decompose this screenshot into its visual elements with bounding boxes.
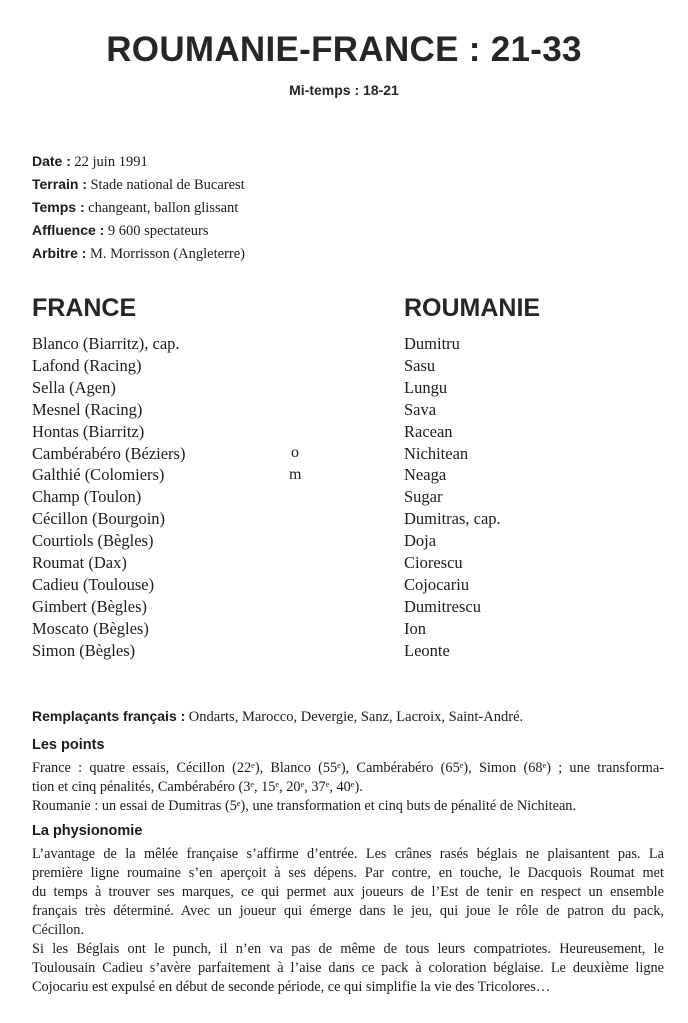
physionomie-line: Toulousain Cadieu s’avère parfaitement à l’aise dans ce pack à coloration béglaise. Le deuxième ligne <box>32 960 664 976</box>
physionomie-line: Cécillon. <box>32 922 85 938</box>
player: Dumitras, cap. <box>404 509 501 529</box>
remplacants-line <box>32 708 523 726</box>
player: Dumitru <box>404 334 460 353</box>
player: Doja <box>404 531 437 551</box>
physionomie-body <box>32 845 664 997</box>
player: Mesnel (Racing) <box>32 399 143 419</box>
france-heading: FRANCE <box>32 294 137 322</box>
points-heading: Les points <box>32 737 105 753</box>
physionomie-line: du temps à trouver ses marques, ce qui permet aux joueurs de l’Est de tenir en respect un ensemble <box>32 884 664 900</box>
info-value: Stade national de Bucarest <box>90 177 245 193</box>
player: Sava <box>404 399 437 419</box>
stray-mark: o <box>291 444 299 461</box>
half-time-score: Mi-temps : 18-21 <box>289 82 399 98</box>
player: Ciorescu <box>404 553 463 573</box>
physionomie-line: français très déterminé. Avec un joueur qui émerge dans le jeu, qui joue le rôle de patron du pack, <box>32 903 664 919</box>
player: Lafond (Racing) <box>32 355 142 375</box>
points-line: Roumanie : un essai de Dumitras (5ᵉ), une transformation et cinq buts de pénalité de Nichitean. <box>32 798 577 814</box>
player: Blanco (Biarritz), cap. <box>32 334 180 353</box>
info-value: 22 juin 1991 <box>74 154 148 170</box>
player: Ion <box>404 618 426 638</box>
physionomie-line: première ligne roumaine s’en aperçoit à ses dépens. Par contre, en touche, le Dacquois Roumat met <box>32 865 664 881</box>
info-key: Terrain : <box>32 176 87 192</box>
physionomie-line: Si les Béglais ont le punch, il n’en va pas de même de tous leurs compatriotes. Heureusement, le <box>32 941 664 957</box>
player: Cambérabéro (Béziers) <box>32 443 186 463</box>
player: Sella (Agen) <box>32 377 116 397</box>
player: Nichitean <box>404 443 469 463</box>
points-body <box>32 759 664 816</box>
info-row-terrain <box>32 173 245 196</box>
info-key: Temps : <box>32 199 85 215</box>
player: Neaga <box>404 465 447 485</box>
points-line: France : quatre essais, Cécillon (22ᵉ), Blanco (55ᵉ), Cambérabéro (65ᵉ), Simon (68ᵉ) ; une transforma- <box>32 760 664 776</box>
player: Hontas (Biarritz) <box>32 421 145 441</box>
player: Cécillon (Bourgoin) <box>32 509 166 529</box>
player: Lungu <box>404 377 448 397</box>
roumanie-heading: ROUMANIE <box>404 294 541 322</box>
player: Leonte <box>404 640 450 660</box>
player: Roumat (Dax) <box>32 553 127 573</box>
player: Cojocariu <box>404 574 470 594</box>
info-row-arbitre <box>32 242 245 265</box>
points-line: tion et cinq pénalités, Cambérabéro (3ᵉ, 15ᵉ, 20ᵉ, 37ᵉ, 40ᵉ). <box>32 779 363 795</box>
player: Moscato (Bègles) <box>32 618 149 638</box>
player: Dumitrescu <box>404 596 481 616</box>
player: Sugar <box>404 487 443 507</box>
info-row-date <box>32 150 245 173</box>
info-row-temps <box>32 196 245 219</box>
physionomie-line: Cojocariu est expulsé en début de seconde période, ce qui simplifie la vie des Tricolores… <box>32 979 551 995</box>
player: Gimbert (Bègles) <box>32 596 148 616</box>
player: Champ (Toulon) <box>32 487 142 507</box>
player: Cadieu (Toulouse) <box>32 574 155 594</box>
info-value: 9 600 spectateurs <box>107 223 209 239</box>
roumanie-lineup <box>404 333 501 662</box>
player: Courtiols (Bègles) <box>32 531 154 551</box>
info-key: Date : <box>32 153 71 169</box>
stray-mark: m <box>289 466 302 483</box>
info-key: Arbitre : <box>32 245 87 261</box>
player: Simon (Bègles) <box>32 640 136 660</box>
player: Racean <box>404 421 453 441</box>
match-info <box>32 150 245 265</box>
physionomie-heading: La physionomie <box>32 823 143 839</box>
france-lineup <box>32 333 185 662</box>
player: Sasu <box>404 355 436 375</box>
info-value: M. Morrisson (Angleterre) <box>89 246 245 262</box>
player: Galthié (Colomiers) <box>32 465 165 485</box>
page-title: ROUMANIE-FRANCE : 21-33 <box>106 30 582 69</box>
info-row-affluence <box>32 219 245 242</box>
physionomie-line: L’avantage de la mêlée française s’affirme d’entrée. Les crânes rasés béglais ne plaisantent pas. La <box>32 846 664 862</box>
info-value: changeant, ballon glissant <box>88 200 239 216</box>
remplacants-label: Remplaçants français : <box>32 708 186 724</box>
info-key: Affluence : <box>32 222 105 238</box>
remplacants-value: Ondarts, Marocco, Devergie, Sanz, Lacroix, Saint-André. <box>188 709 524 725</box>
